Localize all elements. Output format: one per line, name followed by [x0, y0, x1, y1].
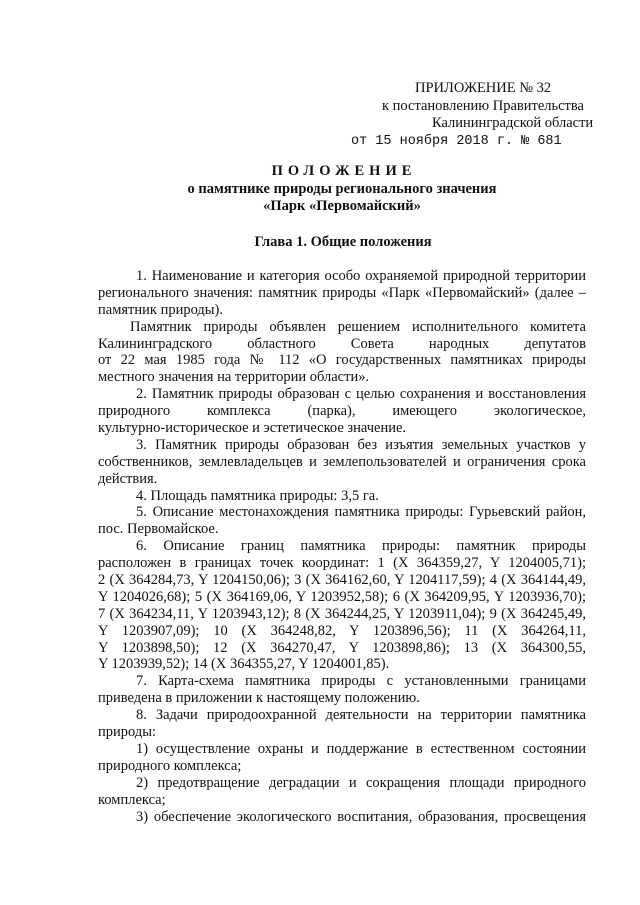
text-line: природы:	[98, 724, 156, 741]
text-line: 1) осуществление охраны и поддержание в естественном состоянии	[136, 740, 586, 757]
text-line: Y 1203907,09); 10 (X 364248,82, Y 1203896,56); 11 (X 364264,11,	[98, 622, 586, 639]
title-subtitle-2: «Парк «Первомайский»	[263, 198, 421, 214]
appendix-region: Калининградской области	[432, 115, 594, 131]
text-line: Y 1203898,50); 12 (X 364270,47, Y 1203898,86); 13 (X 364300,55,	[98, 639, 586, 656]
text-line: природного комплекса;	[98, 757, 242, 774]
text-line: 7. Карта-схема памятника природы с установленными границами	[136, 673, 586, 690]
text-line: 6. Описание границ памятника природы: памятник природы	[136, 538, 586, 555]
text-line: расположен в границах точек координат: 1 (X 364359,27, Y 1204005,71);	[98, 555, 586, 572]
text-line: природного комплекса (парка), имеющего экологическое,	[98, 403, 586, 420]
document-body	[98, 268, 586, 825]
appendix-reference: к постановлению Правительства	[382, 97, 584, 114]
text-line: 2. Памятник природы образован с целью сохранения и восстановления	[136, 386, 586, 403]
chapter-heading: Глава 1. Общие положения	[254, 234, 432, 250]
text-line: действия.	[98, 470, 158, 487]
text-line: местного значения на территории области».	[98, 369, 370, 386]
text-line: пос. Первомайское.	[98, 521, 219, 538]
title-main: ПОЛОЖЕНИЕ	[271, 163, 417, 179]
document-title	[0, 163, 640, 216]
text-line: Y 1203939,52); 14 (X 364355,27, Y 1204001,85).	[98, 656, 390, 673]
text-line: 8. Задачи природоохранной деятельности на территории памятника	[136, 707, 586, 724]
text-line: 3. Памятник природы образован без изъятия земельных участков у	[136, 436, 586, 453]
text-line: Памятник природы объявлен решением исполнительного комитета	[130, 318, 586, 335]
text-line: памятник природы).	[98, 301, 223, 318]
text-line: от 22 мая 1985 года № 112 «О государственных памятниках природы	[98, 352, 586, 369]
title-subtitle-1: о памятнике природы регионального значения	[187, 180, 497, 197]
text-line: 4. Площадь памятника природы: 3,5 га.	[136, 487, 379, 504]
text-line: 1. Наименование и категория особо охраняемой природной территории	[136, 268, 586, 284]
text-line: собственников, землевладельцев и землепользователей и ограничения срока	[98, 453, 586, 470]
text-line: Калининградского областного Совета народных депутатов	[98, 335, 586, 352]
text-line: 3) обеспечение экологического воспитания, образования, просвещения	[136, 808, 586, 825]
appendix-header	[340, 80, 610, 150]
text-line: Y 1204026,68); 5 (X 364169,06, Y 1203952,58); 6 (X 364209,95, Y 1203936,70);	[98, 588, 586, 605]
text-line: 7 (X 364234,11, Y 1203943,12); 8 (X 364244,25, Y 1203911,04); 9 (X 364245,49,	[98, 605, 586, 622]
text-line: приведена в приложении к настоящему положению.	[98, 690, 420, 707]
text-line: 2 (X 364284,73, Y 1204150,06); 3 (X 364162,60, Y 1204117,59); 4 (X 364144,49,	[98, 572, 586, 589]
text-line: комплекса;	[98, 791, 166, 808]
text-line: 5. Описание местонахождения памятника природы: Гурьевский район,	[136, 504, 586, 521]
text-line: культурно-историческое и эстетическое значение.	[98, 420, 407, 437]
text-line: регионального значения: памятник природы «Парк «Первомайский» (далее –	[98, 284, 586, 301]
appendix-date-number: от 15 ноября 2018 г. № 681	[351, 133, 562, 149]
text-line: 2) предотвращение деградации и сокращения площади природного	[136, 774, 586, 791]
appendix-number: ПРИЛОЖЕНИЕ № 32	[415, 80, 552, 96]
